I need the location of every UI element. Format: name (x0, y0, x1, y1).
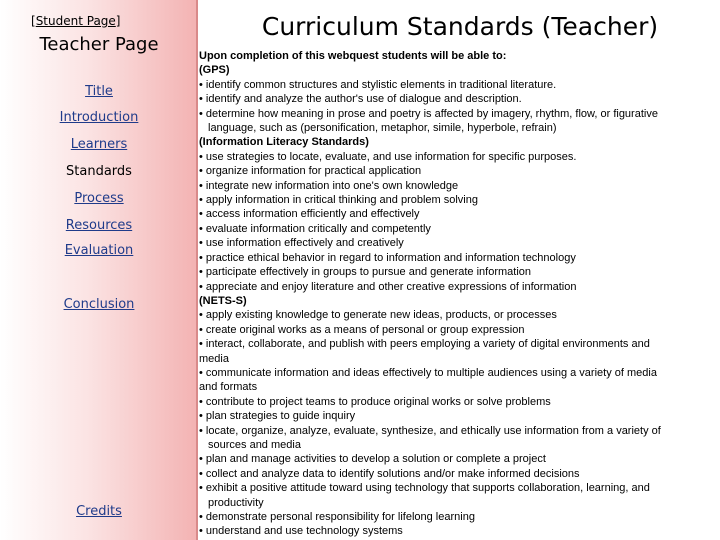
list-item: • identify and analyze the author's use of dialogue and description. (199, 93, 522, 106)
list-item: • communicate information and ideas effectively to multiple audiences using a variety of media (199, 366, 657, 379)
list-item: • locate, organize, analyze, evaluate, synthesize, and ethically use information from a variety of (199, 424, 661, 437)
list-item: • evaluate information critically and competently (199, 222, 431, 235)
nav-introduction[interactable]: Introduction (59, 110, 139, 125)
ils-header: (Information Literacy Standards) (199, 136, 369, 149)
list-item: • exhibit a positive attitude toward using technology that supports collaboration, learning, and (199, 482, 650, 495)
gps-header: (GPS) (199, 64, 230, 77)
list-item: • plan strategies to guide inquiry (199, 410, 356, 423)
teacher-page-title: Teacher Page (39, 34, 159, 55)
list-item: • plan and manage activities to develop a solution or complete a project (199, 453, 546, 466)
nav-credits[interactable]: Credits (76, 504, 122, 519)
nav-conclusion[interactable]: Conclusion (63, 297, 135, 312)
sidebar (0, 0, 198, 540)
list-item-continuation: sources and media (208, 438, 301, 451)
list-item: • apply information in critical thinking and problem solving (199, 194, 478, 207)
nav-resources[interactable]: Resources (65, 218, 133, 233)
nav-evaluation[interactable]: Evaluation (64, 243, 134, 258)
list-item: • contribute to project teams to produce original works or solve problems (199, 395, 551, 408)
list-item: • participate effectively in groups to pursue and generate information (199, 266, 532, 279)
list-item: • integrate new information into one's own knowledge (199, 179, 459, 192)
list-item: • use strategies to locate, evaluate, and use information for specific purposes. (199, 150, 577, 163)
list-item: • practice ethical behavior in regard to information and information technology (199, 251, 576, 264)
student-page-link[interactable]: Student Page (35, 14, 116, 28)
list-item: • apply existing knowledge to generate new ideas, products, or processes (199, 309, 557, 322)
list-item-continuation: and formats (199, 381, 258, 394)
list-item: • interact, collaborate, and publish with peers employing a variety of digital environments and (199, 338, 650, 351)
list-item: • access information efficiently and effectively (199, 208, 420, 221)
list-item-continuation: language, such as (personification, metaphor, simile, hyperbole, refrain) (208, 122, 557, 135)
list-item: • appreciate and enjoy literature and other creative expressions of information (199, 280, 577, 293)
nav-process[interactable]: Process (74, 191, 124, 206)
nav-learners[interactable]: Learners (70, 137, 128, 152)
intro-text: Upon completion of this webquest students will be able to: (199, 50, 507, 62)
bracket-close: ] (115, 14, 121, 28)
list-item: • create original works as a means of personal or group expression (199, 323, 525, 336)
list-item-continuation: productivity (208, 496, 264, 509)
nav-title[interactable]: Title (85, 84, 113, 99)
list-item: • demonstrate personal responsibility for lifelong learning (199, 511, 475, 523)
list-item: • identify common structures and stylistic elements in traditional literature. (199, 78, 557, 91)
nets-header: (NETS-S) (199, 294, 247, 307)
bracket-open: [ (31, 14, 36, 28)
list-item-continuation: media (199, 352, 229, 365)
student-page-line (31, 14, 120, 28)
list-item: • organize information for practical application (199, 165, 422, 178)
list-item: • understand and use technology systems (199, 525, 403, 538)
nav-standards-current: Standards (66, 164, 132, 179)
page-title: Curriculum Standards (Teacher) (261, 12, 659, 41)
list-item: • collect and analyze data to identify solutions and/or make informed decisions (199, 467, 580, 480)
list-item: • determine how meaning in prose and poetry is affected by imagery, rhythm, flow, or figurative (199, 107, 658, 120)
standards-content (199, 49, 711, 539)
list-item: • use information effectively and creatively (199, 237, 404, 250)
